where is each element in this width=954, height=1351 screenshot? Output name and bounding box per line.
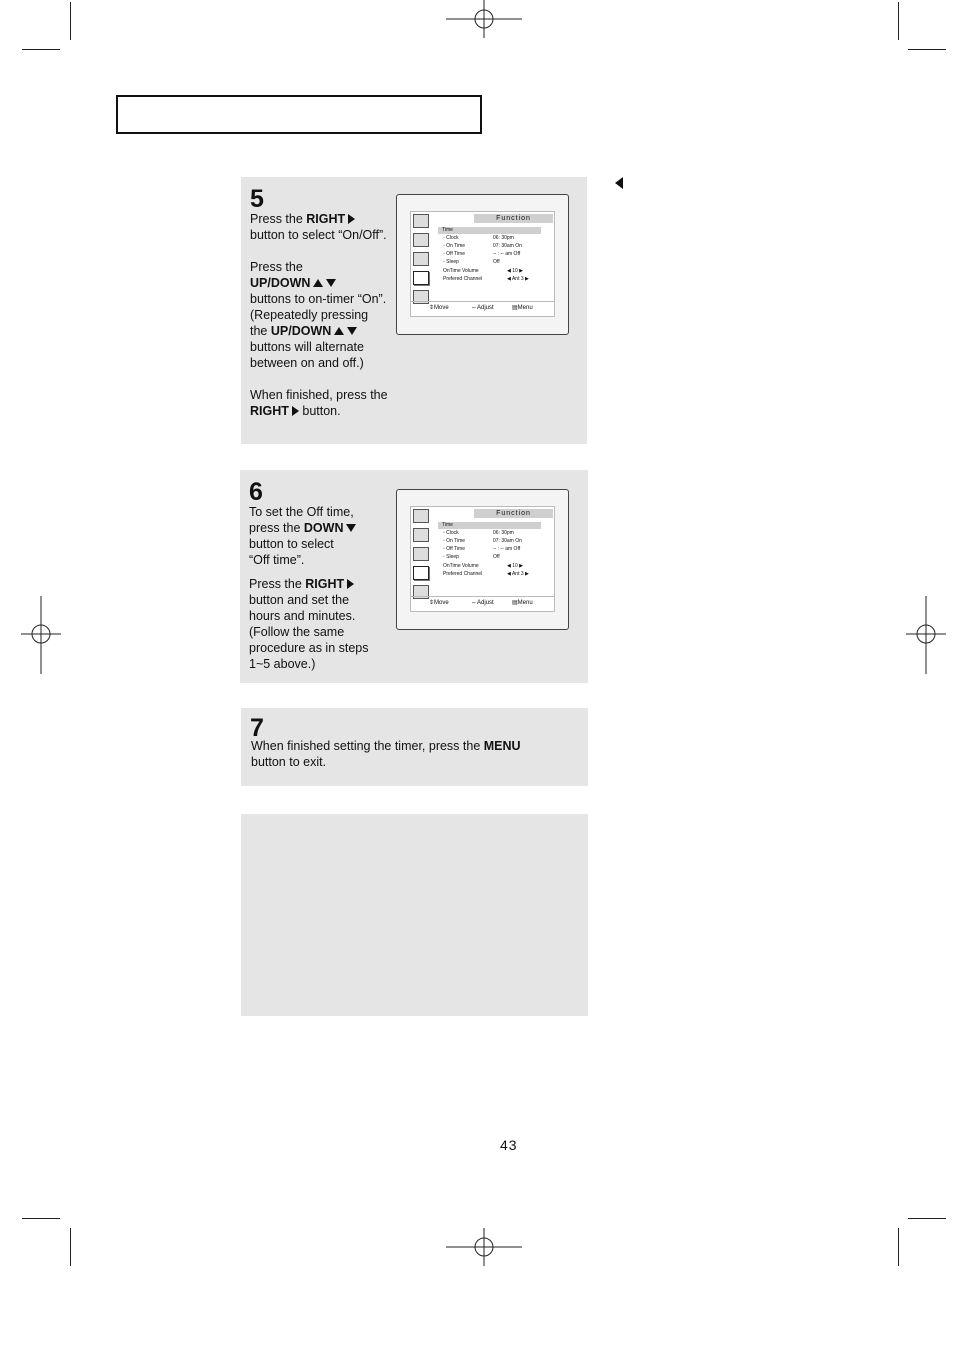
step-5-text: Press the RIGHT button to select “On/Off”. Press the UP/DOWN buttons to on-timer “On”. (Repeatedly pressing the UP/DOWN buttons will alternate between on and off.) When finished, press the RIGHT button. xyxy=(250,212,388,418)
osd-screen: Function Time ◦ Clock 06: 30pm ◦ On Time 07: 30am On ◦ Off Time -- : -- am Off ◦ Sleep Off OnTime Volume ◀ 10 ▶ Prefered Channel ◀ Ant 3 ▶ ⇕ Move ⇔ Adjust ▤ Menu xyxy=(396,194,569,335)
step-5-panel xyxy=(241,177,587,444)
right-arrow-icon xyxy=(292,406,299,416)
step-6-panel xyxy=(240,470,588,683)
left-triangle-icon xyxy=(615,177,623,189)
crop-mark xyxy=(898,2,899,40)
down-arrow-icon xyxy=(326,279,336,287)
step-number: 5 xyxy=(250,185,264,213)
right-arrow-icon xyxy=(348,214,355,224)
osd-screen: Function Time ◦ Clock 06: 30pm ◦ On Time 07: 30am On ◦ Off Time -- : -- am Off ◦ Sleep Off OnTime Volume ◀ 10 ▶ Prefered Channel ◀ Ant 3 ▶ ⇕ Move ⇔ Adjust ▤ Menu xyxy=(396,489,569,630)
up-arrow-icon xyxy=(313,279,323,287)
step-6-text: To set the Off time, press the DOWN button to select “Off time”. Press the RIGHT button and set the hours and minutes. (Follow the same procedure as in steps 1~5 above.) xyxy=(249,505,369,671)
header-box xyxy=(116,95,482,134)
down-arrow-icon xyxy=(347,327,357,335)
function-icon xyxy=(413,271,429,285)
function-icon xyxy=(413,566,429,580)
sound-icon xyxy=(413,233,429,247)
registration-mark xyxy=(21,596,61,674)
right-arrow-icon xyxy=(347,579,354,589)
crop-mark xyxy=(908,49,946,50)
crop-mark xyxy=(22,1218,60,1219)
step-number: 7 xyxy=(250,714,264,742)
channel-icon xyxy=(413,252,429,266)
picture-icon xyxy=(413,509,429,523)
down-arrow-icon xyxy=(346,524,356,532)
osd-subtitle: Time xyxy=(438,522,541,529)
sound-icon xyxy=(413,528,429,542)
crop-mark xyxy=(70,1228,71,1266)
osd-title: Function xyxy=(474,214,553,223)
crop-mark xyxy=(22,49,60,50)
page-number: 43 xyxy=(500,1137,518,1153)
step-7-panel xyxy=(241,708,588,786)
crop-mark xyxy=(908,1218,946,1219)
registration-mark xyxy=(906,596,946,674)
step-number: 6 xyxy=(249,478,263,506)
step-7-text: When finished setting the timer, press the MENU button to exit. xyxy=(251,739,521,769)
osd-title: Function xyxy=(474,509,553,518)
registration-mark xyxy=(444,1228,524,1268)
osd-subtitle: Time xyxy=(438,227,541,234)
crop-mark xyxy=(70,2,71,40)
up-arrow-icon xyxy=(334,327,344,335)
picture-icon xyxy=(413,214,429,228)
registration-mark xyxy=(444,0,524,40)
channel-icon xyxy=(413,547,429,561)
note-panel xyxy=(241,814,588,1016)
crop-mark xyxy=(898,1228,899,1266)
